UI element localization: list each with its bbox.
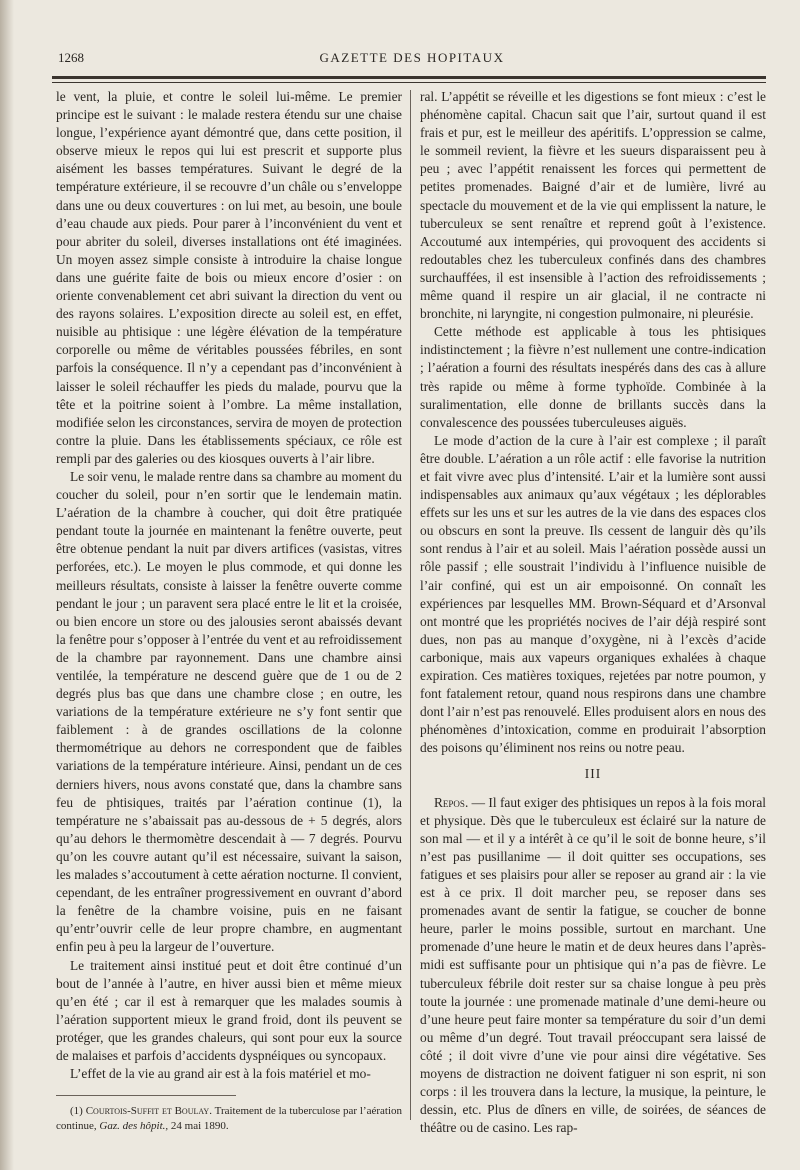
- footnote: [56, 1104, 402, 1134]
- page-number: 1268: [58, 50, 84, 65]
- footnote-date: 24 mai 1890.: [170, 1120, 229, 1133]
- footnote-text: Traitement de la tuberculose par l’aération continue,: [56, 1105, 403, 1133]
- run-in-heading: Repos.: [434, 794, 469, 810]
- page-header: [58, 50, 766, 72]
- footnote-separator: [56, 1095, 236, 1096]
- paragraph: Le soir venu, le malade rentre dans sa chambre au moment du coucher du soleil, pour n’en sortir que le lendemain matin. L’aération de la chambre à coucher, qui doit être pratiquée pendant toute la journée en maintenant la fenêtre ouverte, peut être obtenue pendant la nuit par divers artifices (vasistas, vitres perforées, etc.). Le moyen le plus commode, et qui donne les meilleurs résultats, consiste à laisser la fenêtre ouverte comme pendant le jour ; un paravent sera placé entre le lit et la croisée, ou bien encore un store ou des jalousies seront abaissés devant la fenêtre pour s’opposer à l’entrée du vent et au refroidissement de la chambre par rayonnement. Dans une chambre ainsi ventilée, la température ne descend guère que de 1 ou de 2 degrés plus bas que dans une chambre close ; en outre, les variations de la température extérieure ne s’y font sentir que faiblement : à de grandes oscillations de la colonne thermométrique au dehors ne correspondent que de faibles variations de la température intérieure. Ainsi, pendant un de ces derniers hivers, nous avons constaté que, dans la chambre sans feu de phtisiques, traités par l’aération continue (1), la température ne s’abaissait pas au-dessous de + 5 degrés, alors qu’au dehors le thermomètre descendait à — 7 degrés. Pourvu qu’on les couvre autant qu’il est nécessaire, suivant la saison, les malades s’accoutument à cette aération nocturne. Il convient, cependant, de les entraîner progressivement en ouvrant d’abord la fenêtre de la chambre voisine, puis en ne faisant qu’entr’ouvrir celle de leur propre chambre, en augmentant enfin peu à peu la largeur de l’ouverture.: [56, 468, 402, 955]
- column-divider: [410, 90, 411, 1120]
- footnote-authors: Courtois-Suffit et Boulay.: [85, 1105, 212, 1118]
- footnote-source: Gaz. des hôpit.,: [99, 1120, 169, 1133]
- section-heading: III: [584, 766, 602, 782]
- paragraph: Cette méthode est applicable à tous les phtisiques indistinctement ; la fièvre n’est nullement une contre-indication ; l’aération a fourni des résultats inespérés dans des cas à allure très rapide ou même à forme typhoïde. Combinée à la suralimentation, elle donne de brillants succès dans la convalescence des poussées tuberculeuses aiguës.: [420, 324, 766, 430]
- header-rule-thin: [52, 82, 766, 83]
- paragraph: L’effet de la vie au grand air est à la fois matériel et mo-: [70, 1066, 371, 1082]
- paragraph: Le mode d’action de la cure à l’air est complexe ; il paraît être double. L’aération a un rôle actif : elle favorise la nutrition et fait vivre avec plus d’intensité. L’air et la lumière sont aussi indispensables aux animaux qu’aux végétaux ; les déplorables effets sur les uns et sur les autres de la vie dans des espaces clos ou obscurs en sont la preuve. Ils cessent de languir dès qu’ils sont rendus à l’air et au soleil. Mais l’aération possède aussi un rôle passif ; elle soustrait l’individu à l’influence nuisible de l’air confiné, qui est un air empoisonné. On connaît les expériences par lesquelles MM. Brown-Séquard et d’Arsonval ont montré que les propriétés nocives de l’air déjà respiré sont dues, non pas au manque d’oxygène, ni à l’excès d’acide carbonique, mais aux vapeurs organiques exhalées à chaque expiration. Ces matières toxiques, rejetées par notre poumon, y font fatalement retour, quand nous respirons dans une chambre dont l’air n’est pas renouvelé. Elles produisent alors en nous des phénomènes d’intoxication, comme en produirait l’absorption des poisons qu’éliminent nos reins ou notre peau.: [420, 432, 766, 756]
- journal-title: GAZETTE DES HOPITAUX: [319, 50, 505, 65]
- paragraph-repos: [420, 794, 766, 1138]
- paragraph: Le traitement ainsi institué peut et doit être continué d’un bout de l’année à l’autre, en hiver aussi bien et même mieux qu’en été ; car il est à remarquer que les malades soumis à l’aération supportent mieux le grand froid, dont ils peuvent se protéger, que les grandes chaleurs, qui sont pour eux la source de malaises et parfois d’accidents dyspnéiques ou syncopaux.: [56, 957, 402, 1063]
- paragraph-text: — Il faut exiger des phtisiques un repos à la fois moral et physique. Dès que le tuberculeux est éclairé sur la nature de son mal — et il y a intérêt à ce qu’il le soit de bonne heure, s’il n’est pas pusillanime — il doit quitter ses occupations, ses fatigues et ses plaisirs pour aller se reposer au grand air : la vie est à ce prix. Il doit marcher peu, se reposer dans ses promenades avant de sentir la fatigue, se coucher de bonne heure, parler le moins possible, surtout en marchant. Une promenade d’une heure le matin et de deux heures dans l’après-midi est suffisante pour un phtisique qui n’a pas de fièvre. Le tuberculeux fébrile doit rester sur sa chaise longue à peu près toute la journée : une promenade matinale d’une demi-heure ou d’une heure peut faire monter sa température du soir d’un demi ou même d’un degré. Tout travail préoccupant sera laissé de côté ; il doit vivre d’une vie pour ainsi dire végétative. Ses moyens de distraction ne doivent fatiguer ni son esprit, ni son corps : il les trouvera dans la lecture, la musique, la peinture, le dessin, etc. Plus de dîners en ville, de soirées, de séances de théâtre ou de casino. Les rap-: [420, 794, 766, 1136]
- footnote-marker: (1): [70, 1105, 83, 1118]
- paragraph: le vent, la pluie, et contre le soleil lui-même. Le premier principe est le suivant : le malade restera étendu sur une chaise longue, l’expérience ayant démontré que, dans cette position, il observe mieux le repos qui lui est prescrit et supporte plus aisément les basses températures. Suivant le degré de la température extérieure, il se recouvre d’un châle ou s’enveloppe dans une ou deux couvertures : on lui met, au besoin, une boule d’eau chaude aux pieds. Pour parer à l’inconvénient du vent et pour abriter du soleil, diverses installations ont été imaginées. Un moyen assez simple consiste à introduire la chaise longue dans une guérite faite de bois ou mieux encore d’osier : on oriente convenablement cet abri suivant la direction du vent ou des rayons solaires. L’exposition directe au soleil est, en effet, nuisible au phtisique : une légère élévation de la température corporelle ou même de véritables poussées fébriles, en sont parfois la conséquence. Il n’y a cependant pas d’inconvénient à laisser le soleil réchauffer les pieds du malade, pourvu que la tête et la poitrine soient à l’ombre. La même installation, modifiée selon les circonstances, servira de moyen de protection contre la pluie. Dans les établissements spéciaux, ce rôle est rempli par des galeries ou des kiosques ouverts à l’air libre.: [56, 89, 402, 466]
- right-column: [420, 88, 766, 1137]
- paragraph: ral. L’appétit se réveille et les digestions se font mieux : c’est le phénomène capital. Chacun sait que l’air, surtout quand il est frais et pur, est le meilleur des apéritifs. L’oppression se calme, le sommeil revient, la fièvre et les sueurs disparaissent peu à peu ; avec l’appétit renaissent les forces qui permettent de petites promenades. Baigné d’air et de lumière, livré au spectacle du mouvement et de la vie qui emplissent la nature, le tuberculeux se sent renaître et reprend goût à l’existence. Accoutumé aux intempéries, qui provoquent des accidents si redoutables chez les tuberculeux confinés dans des chambres surchauffées, il est insensible à l’action des refroidissements ; même quand il respire un air glacial, il ne contracte ni bronchite, ni laryngite, ni congestion pulmonaire, ni pleurésie.: [420, 89, 766, 322]
- page-edge-shadow: [0, 0, 14, 1170]
- left-column: [56, 88, 402, 1134]
- header-rule-thick: [52, 76, 766, 79]
